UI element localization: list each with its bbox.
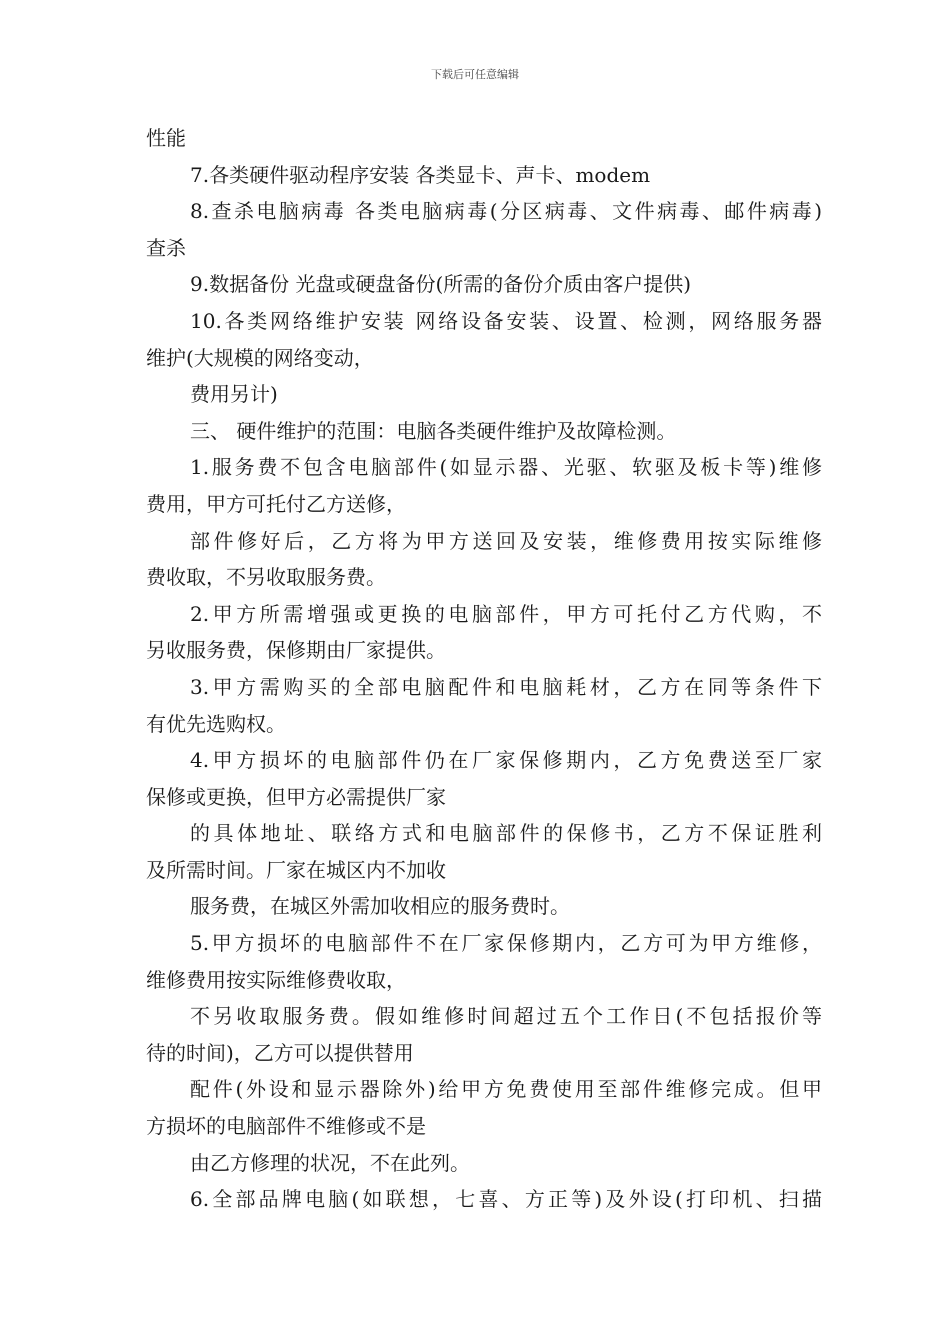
document-body [146,120,822,1218]
text-line: 8.查杀电脑病毒 各类电脑病毒(分区病毒、文件病毒、邮件病毒) [190,199,822,224]
text-line: 9.数据备份 光盘或硬盘备份(所需的备份介质由客户提供) [190,272,692,297]
text-line: 及所需时间。厂家在城区内不加收 [146,857,446,882]
text-line: 不另收取服务费。假如维修时间超过五个工作日(不包括报价等 [190,1004,822,1029]
text-line: 由乙方修理的状况，不在此列。 [190,1150,470,1175]
text-line: 部件修好后，乙方将为甲方送回及安装，维修费用按实际维修 [190,528,822,553]
text-line: 7.各类硬件驱动程序安装 各类显卡、声卡、modem [190,162,651,187]
text-line: 费收取，不另收取服务费。 [146,565,386,590]
text-line: 维修费用按实际维修费收取， [146,967,406,992]
text-line: 1.服务费不包含电脑部件(如显示器、光驱、软驱及板卡等)维修 [190,455,822,480]
text-line: 三、 硬件维护的范围：电脑各类硬件维护及故障检测。 [190,418,677,443]
text-line: 另收服务费，保修期由厂家提供。 [146,638,446,663]
text-line: 10.各类网络维护安装 网络设备安装、设置、检测，网络服务器 [190,308,822,333]
text-line: 配件(外设和显示器除外)给甲方免费使用至部件维修完成。但甲 [190,1077,822,1102]
text-line: 服务费，在城区外需加收相应的服务费时。 [190,894,570,919]
text-line: 3.甲方需购买的全部电脑配件和电脑耗材，乙方在同等条件下 [190,674,822,699]
page-header: 下载后可任意编辑 [431,68,519,81]
text-line: 的具体地址、联络方式和电脑部件的保修书，乙方不保证胜利 [190,821,822,846]
text-line: 保修或更换，但甲方必需提供厂家 [146,784,446,809]
text-line: 有优先选购权。 [146,711,286,736]
text-line: 4.甲方损坏的电脑部件仍在厂家保修期内，乙方免费送至厂家 [190,748,822,773]
text-line: 5.甲方损坏的电脑部件不在厂家保修期内，乙方可为甲方维修， [190,931,822,956]
text-line: 6.全部品牌电脑(如联想，七喜、方正等)及外设(打印机、扫描 [190,1187,822,1212]
text-line: 性能 [146,126,186,150]
text-line: 费用另计) [190,382,278,407]
text-line: 方损坏的电脑部件不维修或不是 [146,1114,426,1139]
text-line: 2.甲方所需增强或更换的电脑部件，甲方可托付乙方代购，不 [190,601,822,626]
text-line: 维护(大规模的网络变动， [146,345,374,370]
text-line: 查杀 [146,235,186,260]
text-line: 待的时间)，乙方可以提供替用 [146,1040,414,1065]
text-line: 费用，甲方可托付乙方送修， [146,491,406,516]
